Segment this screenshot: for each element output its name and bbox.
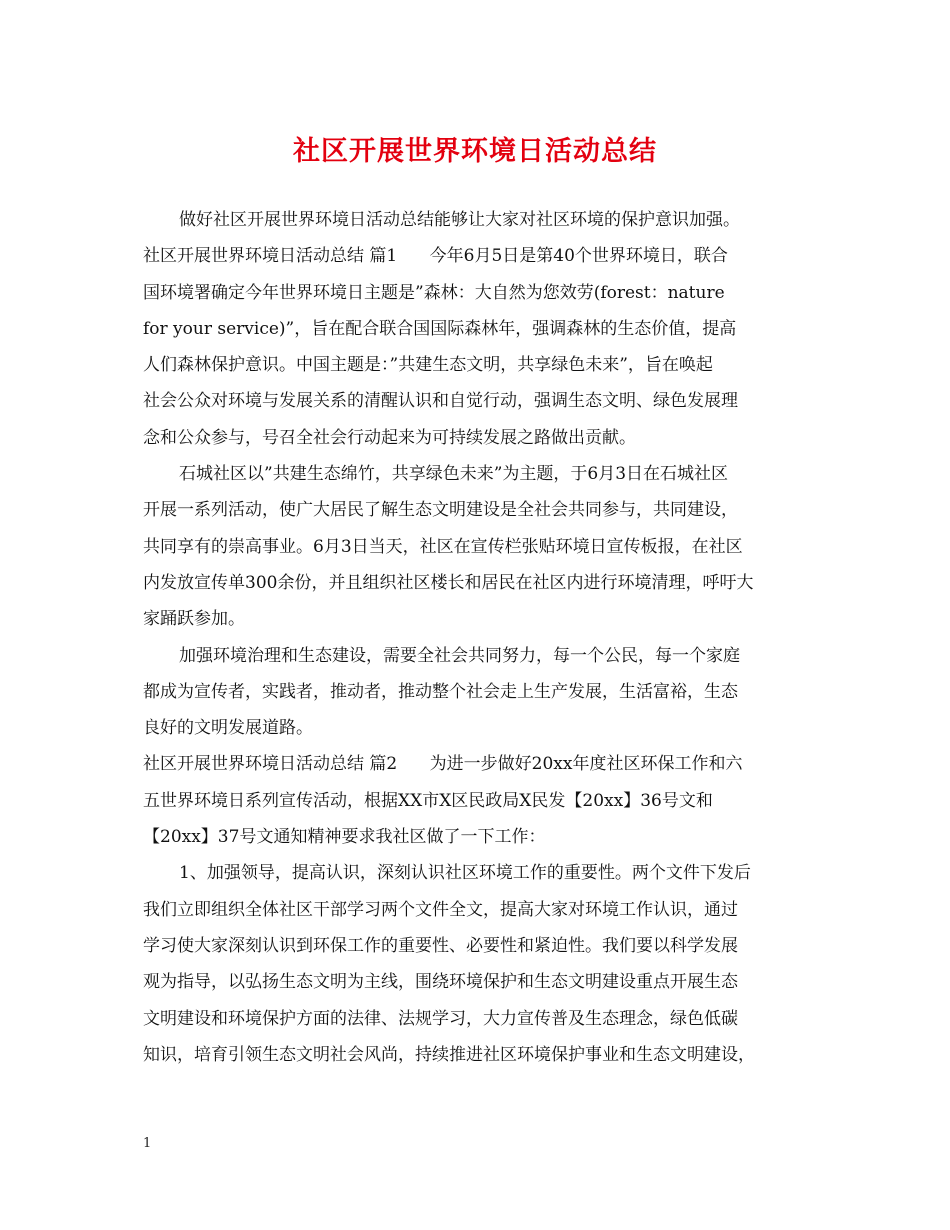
page-number: 1 [143, 1136, 152, 1151]
body-line: for your service)”，旨在配合联合国国际森林年，强调森林的生态价值，提高 [143, 318, 737, 339]
body-line: 念和公众参与，号召全社会行动起来为可持续发展之路做出贡献。 [143, 427, 636, 448]
body-line: 加强环境治理和生态建设，需要全社会共同努力，每一个公民，每一个家庭 [179, 645, 740, 666]
body-line: 我们立即组织全体社区干部学习两个文件全文，提高大家对环境工作认识，通过 [143, 899, 738, 920]
body-line: 内发放宣传单300余份，并且组织社区楼长和居民在社区内进行环境清理，呼吁大 [143, 572, 754, 593]
body-line: 良好的文明发展道路。 [143, 718, 313, 739]
body-line: 国环境署确定今年世界环境日主题是”森林：大自然为您效劳(forest：nature [143, 282, 725, 303]
body-line: 五世界环境日系列宣传活动，根据XX市X区民政局X民发【20xx】36号文和 [143, 790, 713, 811]
body-line: 社会公众对环境与发展关系的清醒认识和自觉行动，强调生态文明、绿色发展理 [143, 391, 738, 412]
body-line: 石城社区以”共建生态绵竹，共享绿色未来”为主题，于6月3日在石城社区 [179, 464, 729, 485]
body-line: 社区开展世界环境日活动总结 篇2 为进一步做好20xx年度社区环保工作和六 [143, 754, 743, 775]
body-line: 1、加强领导，提高认识，深刻认识社区环境工作的重要性。两个文件下发后 [179, 863, 751, 884]
body-line: 知识，培育引领生态文明社会风尚，持续推进社区环境保护事业和生态文明建设， [143, 1044, 755, 1065]
body-line: 家踊跃参加。 [143, 609, 245, 630]
body-line: 文明建设和环境保护方面的法律、法规学习，大力宣传普及生态理念，绿色低碳 [143, 1008, 738, 1029]
body-line: 做好社区开展世界环境日活动总结能够让大家对社区环境的保护意识加强。 [179, 210, 740, 230]
document-title: 社区开展世界环境日活动总结 [293, 136, 657, 167]
body-line: 【20xx】37号文通知精神要求我社区做了一下工作： [143, 827, 546, 848]
body-line: 观为指导，以弘扬生态文明为主线，围绕环境保护和生态文明建设重点开展生态 [143, 972, 738, 993]
document-body [143, 202, 823, 1073]
body-line: 人们森林保护意识。中国主题是：”共建生态文明，共享绿色未来”，旨在唤起 [143, 355, 713, 376]
body-line: 共同享有的崇高事业。6月3日当天，社区在宣传栏张贴环境日宣传板报，在社区 [143, 536, 743, 557]
body-line: 开展一系列活动，使广大居民了解生态文明建设是全社会共同参与，共同建设， [143, 500, 738, 521]
body-line: 都成为宣传者，实践者，推动者，推动整个社会走上生产发展，生活富裕，生态 [143, 681, 738, 702]
body-line: 学习使大家深刻认识到环保工作的重要性、必要性和紧迫性。我们要以科学发展 [143, 935, 738, 956]
body-line: 社区开展世界环境日活动总结 篇1 今年6月5日是第40个世界环境日，联合 [143, 246, 728, 267]
